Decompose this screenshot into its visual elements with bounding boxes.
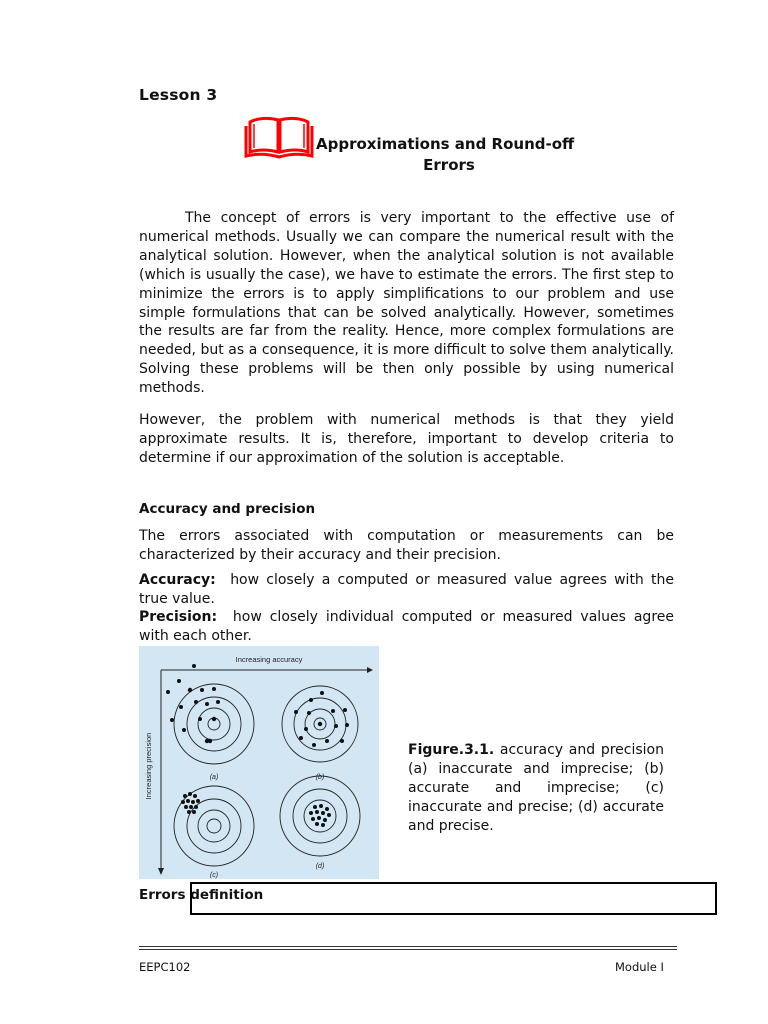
errors-definition-heading: Errors definition xyxy=(139,887,264,903)
accuracy-precision-intro: The errors associated with computation or measurements can be characterized by their accuracy and their precision. xyxy=(139,528,674,563)
second-paragraph: However, the problem with numerical methods is that they yield approximate results. It is, therefore, important to develop criteria to determine if our approximation of the solution is acceptable. xyxy=(139,412,674,466)
accuracy-term: Accuracy: xyxy=(139,572,216,588)
title-line-1: Approximations and Round-off xyxy=(316,135,575,153)
accuracy-def-text: how closely a computed or measured value agrees with the true value. xyxy=(139,572,674,607)
panel-a-label: (a) xyxy=(209,774,219,781)
precision-def-text: how closely individual computed or measured values agree with each other. xyxy=(139,609,674,644)
x-axis-label: Increasing accuracy xyxy=(235,655,303,664)
accuracy-precision-heading: Accuracy and precision xyxy=(139,501,316,517)
precision-definition xyxy=(139,608,674,646)
footer-rule-top xyxy=(139,946,677,947)
y-axis-label: Increasing precision xyxy=(144,732,153,800)
open-book-icon xyxy=(244,114,314,160)
errors-definition-box xyxy=(190,882,717,915)
panel-c-label: (c) xyxy=(209,872,219,879)
intro-paragraph: The concept of errors is very important to the effective use of numerical methods. Usually we can compare the numerical result with the analytical solution. However, when the analytical solution is not available (which is usually the case), we have to estimate the errors. The first step to minimize the errors is to apply simplifications to our problem and use simple formulations that can be solved analytically. However, sometimes the results are far from the reality. Hence, more complex formulations are needed, but as a consequence, it is more difficult to solve them analytically. Solving these problems will be then only possible by using numerical methods. xyxy=(139,210,674,397)
precision-term: Precision: xyxy=(139,609,218,625)
footer-rule-bottom xyxy=(139,949,677,950)
accuracy-definition xyxy=(139,571,674,609)
footer-course-code: EEPC102 xyxy=(139,960,191,974)
title-line-2: Errors xyxy=(423,156,475,174)
lesson-label: Lesson 3 xyxy=(139,86,218,104)
lesson-title xyxy=(316,134,576,176)
panel-d-label: (d) xyxy=(315,863,325,870)
panel-b-label: (b) xyxy=(315,774,325,781)
accuracy-precision-figure xyxy=(139,646,379,879)
figure-caption-label: Figure.3.1. xyxy=(408,742,495,758)
figure-caption xyxy=(408,741,664,836)
figure-caption-text: accuracy and precision (a) inaccurate and imprecise; (b) accurate and imprecise; (c) inaccurate and precise; (d) accurate and precise. xyxy=(408,742,664,834)
footer-module: Module I xyxy=(615,960,664,974)
